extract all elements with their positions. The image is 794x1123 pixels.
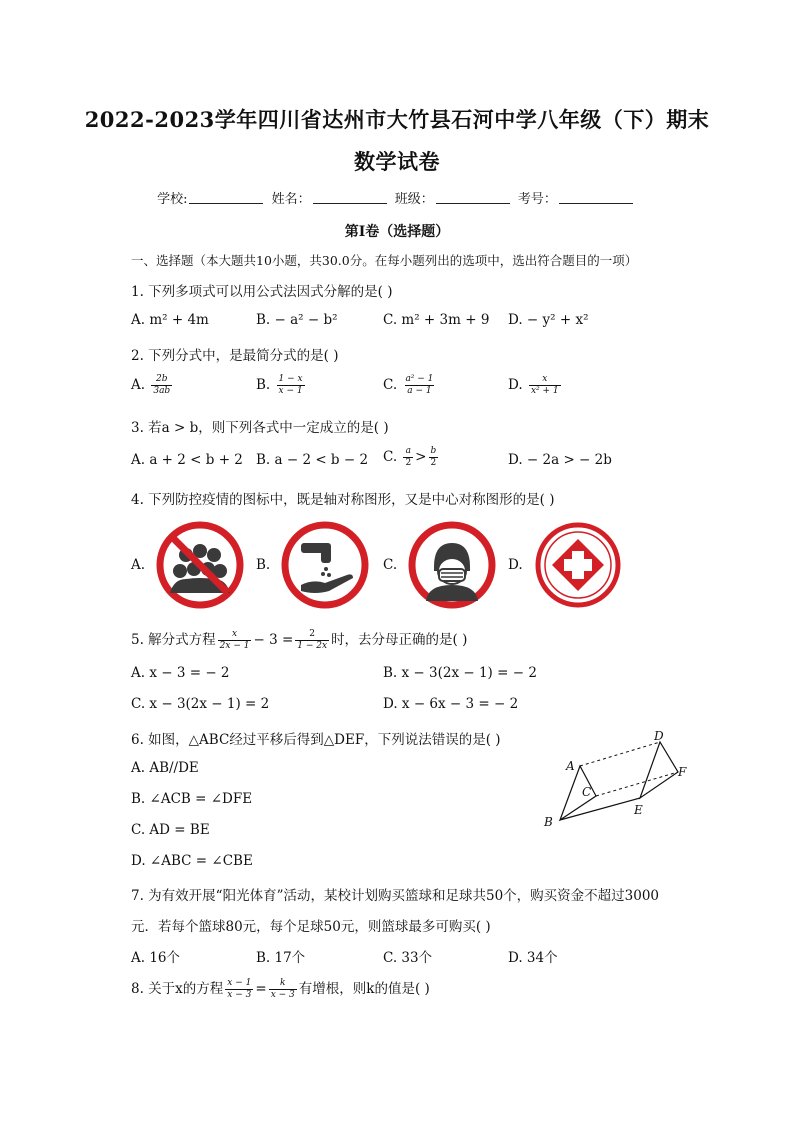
exam-title-line1: 2022-2023学年四川省达州市大竹县石河中学八年级（下）期末	[84, 107, 710, 132]
number-label: 考号：	[517, 192, 557, 207]
school-blank[interactable]	[189, 191, 263, 204]
q7-option-a: A. 16个	[131, 950, 181, 966]
point-c-label: C	[582, 785, 592, 799]
q1-option-b: B. − a² − b²	[256, 312, 338, 328]
q5-option-a: A. x − 3 = − 2	[131, 665, 230, 681]
student-info-line	[0, 188, 794, 207]
face-mask-icon	[408, 521, 496, 609]
q1-option-a: A. m² + 4m	[131, 312, 209, 328]
q1-option-d: D. − y² + x²	[508, 312, 589, 328]
red-cross-icon	[534, 521, 622, 609]
number-blank[interactable]	[559, 191, 633, 204]
no-gathering-icon	[156, 521, 244, 609]
q8-stem: 8. 关于x的方程 $\frac{x - 1}{x - 3}$ = $\frac{k}{x - 3}$ 有增根，则k的值是( )	[131, 978, 430, 1000]
q4-option-c-label: C.	[383, 557, 398, 573]
section-heading: 一、选择题（本大题共10小题，共30.0分。在每小题列出的选项中，选出符合题目的一项）	[131, 253, 638, 268]
q3-option-c: C. $\frac{a}{2}$ > $\frac{b}{2}$	[383, 446, 437, 468]
triangle-def	[640, 742, 678, 798]
point-e-label: E	[634, 803, 643, 817]
q2-option-b: B. $\frac{1 - x}{x - 1}$	[256, 374, 303, 396]
q4-option-b-label: B.	[256, 557, 271, 573]
q6-option-b: B. ∠ACB = ∠DFE	[131, 791, 253, 807]
q4-option-a-label: A.	[131, 557, 146, 573]
q1-stem: 1. 下列多项式可以用公式法因式分解的是( )	[131, 284, 393, 300]
class-label: 班级：	[394, 192, 434, 207]
q7-option-d: D. 34个	[508, 950, 558, 966]
q6-option-d: D. ∠ABC = ∠CBE	[131, 853, 253, 869]
school-label: 学校:	[157, 192, 188, 207]
point-d-label: D	[654, 729, 664, 743]
point-a-label: A	[566, 759, 575, 773]
q6-stem: 6. 如图，△ABC经过平移后得到△DEF，下列说法错误的是( )	[131, 732, 501, 748]
q1-option-c: C. m² + 3m + 9	[383, 312, 490, 328]
point-f-label: F	[678, 765, 687, 779]
q4-option-d-label: D.	[508, 557, 523, 573]
q2-option-d: D. $\frac{x}{\text{x² + 1}}$	[508, 374, 559, 396]
exam-title-line2: 数学试卷	[354, 149, 440, 174]
q5-option-c: C. x − 3(2x − 1) = 2	[131, 696, 270, 712]
class-blank[interactable]	[436, 191, 510, 204]
q2-option-c: C. $\frac{\text{a² − 1}}{a - 1}$	[383, 374, 434, 396]
part-heading: 第I卷（选择题）	[344, 224, 450, 240]
q5-option-b: B. x − 3(2x − 1) = − 2	[383, 665, 537, 681]
q2-option-a: A. $\frac{2b}{3ab}$	[131, 374, 171, 396]
name-blank[interactable]	[313, 191, 387, 204]
q6-option-a: A. AB//DE	[131, 760, 199, 776]
q5-stem: 5. 解分式方程 $\frac{x}{2x - 1}$ − 3 = $\frac{2}{1 - 2x}$ 时，去分母正确的是( )	[131, 629, 468, 651]
q2-stem: 2. 下列分式中，是最简分式的是( )	[131, 348, 339, 364]
q7-stem-line2: 元．若每个篮球80元，每个足球50元，则篮球最多可购买( )	[131, 919, 491, 935]
translation-figure	[536, 726, 696, 830]
q7-option-b: B. 17个	[256, 950, 306, 966]
q6-option-c: C. AD = BE	[131, 822, 210, 838]
q4-stem: 4. 下列防控疫情的图标中，既是轴对称图形，又是中心对称图形的是( )	[131, 492, 555, 508]
hand-washing-icon	[281, 521, 369, 609]
point-b-label: B	[544, 815, 553, 829]
q7-stem-line1: 7. 为有效开展“阳光体育”活动，某校计划购买篮球和足球共50个，购买资金不超过3000	[131, 888, 660, 904]
q5-option-d: D. x − 6x − 3 = − 2	[383, 696, 519, 712]
q3-option-b: B. a − 2 < b − 2	[256, 452, 369, 468]
q7-option-c: C. 33个	[383, 950, 433, 966]
q3-option-d: D. − 2a > − 2b	[508, 452, 612, 468]
name-label: 姓名：	[271, 192, 311, 207]
q3-option-a: A. a + 2 < b + 2	[131, 452, 243, 468]
q3-stem: 3. 若a > b，则下列各式中一定成立的是( )	[131, 420, 389, 436]
